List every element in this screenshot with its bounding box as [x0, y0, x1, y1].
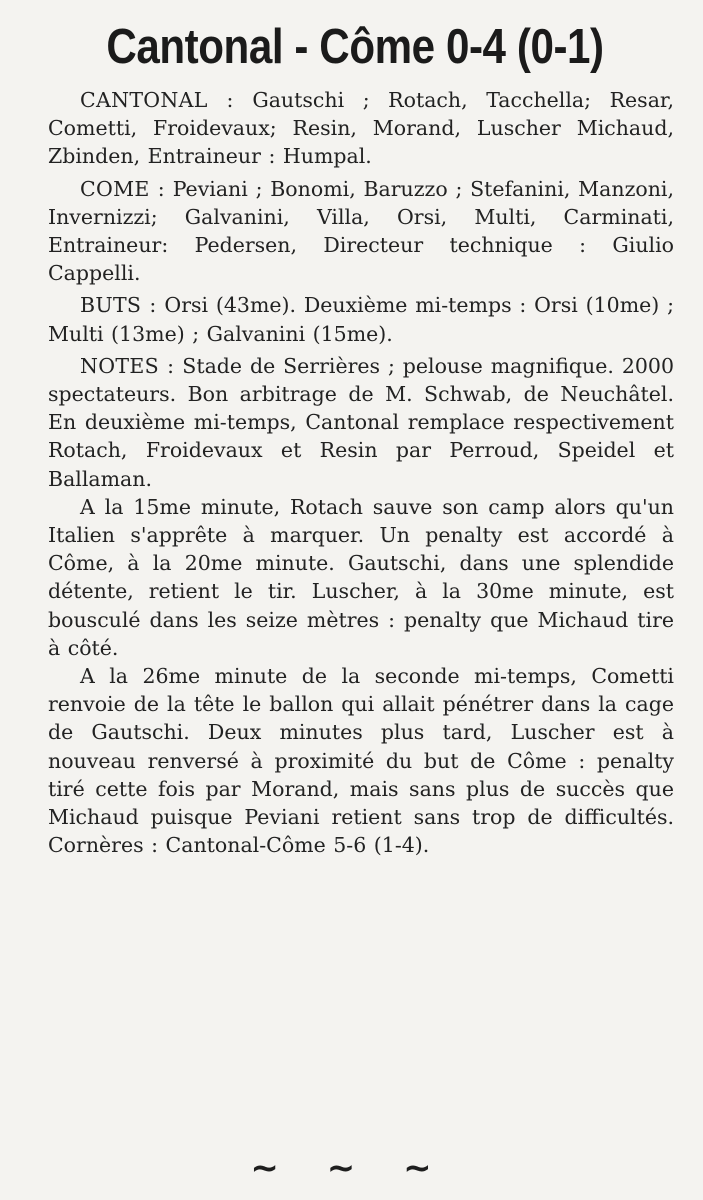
goals — [48, 291, 674, 347]
tilde-ornament: ~ ~ ~ — [250, 1148, 450, 1188]
paragraph-lead: BUTS : — [80, 293, 157, 318]
paragraph-text: Gautschi ; Rotach, Tacchella; Resar, Cometti, Froidevaux; Resin, Morand, Luscher Michaud, Zbinden, Entraineur : Humpal. — [48, 88, 674, 169]
paragraph-text: Stade de Serrières ; pelouse magnifique. 2000 spectateurs. Bon arbitrage de M. Schwab, de Neuchâtel. En deuxième mi-temps, Cantonal remplace respectivement Rotach, Froidevaux et Resin par Perroud, Speidel et Ballaman. — [48, 353, 674, 491]
lineup-cantonal — [48, 86, 674, 171]
match-report-second-half — [48, 662, 674, 859]
article-body — [48, 86, 674, 859]
paragraph-lead: CANTONAL : — [80, 88, 234, 112]
lineup-come — [48, 175, 674, 288]
headline: Cantonal - Côme 0-4 (0-1) — [106, 20, 604, 74]
paragraph-text: Orsi (43me). Deuxième mi-temps : Orsi (10me) ; Multi (13me) ; Galvanini (15me). — [48, 293, 674, 346]
paragraph-text: A la 26me minute de la seconde mi-temps, Cometti renvoie de la tête le ballon qui allait pénétrer dans la cage de Gautschi. Deux minutes plus tard, Luscher est à nouveau renversé à proximité du but de Côme : penalty tiré cette fois par Morand, mais sans plus de succès que Michaud puisque Peviani retient sans trop de difficultés. Cornères : Cantonal-Côme 5-6 (1-4). — [48, 664, 674, 858]
paragraph-lead: COME : — [80, 176, 165, 201]
paragraph-text: A la 15me minute, Rotach sauve son camp alors qu'un Italien s'apprête à marquer. Un penalty est accordé à Côme, à la 20me minute. Gautschi, dans une splendide détente, retient le tir. Luscher, à la 30me minute, est bousculé dans les seize mètres : penalty que Michaud tire à côté. — [48, 494, 674, 660]
notes — [48, 352, 674, 493]
paragraph-lead: NOTES : — [80, 353, 175, 378]
match-report-first-half — [48, 493, 674, 662]
paragraph-text: Peviani ; Bonomi, Baruzzo ; Stefanini, Manzoni, Invernizzi; Galvanini, Villa, Orsi, Multi, Carminati, Entraineur: Pedersen, Directeur technique : Giulio Cappelli. — [48, 176, 674, 286]
